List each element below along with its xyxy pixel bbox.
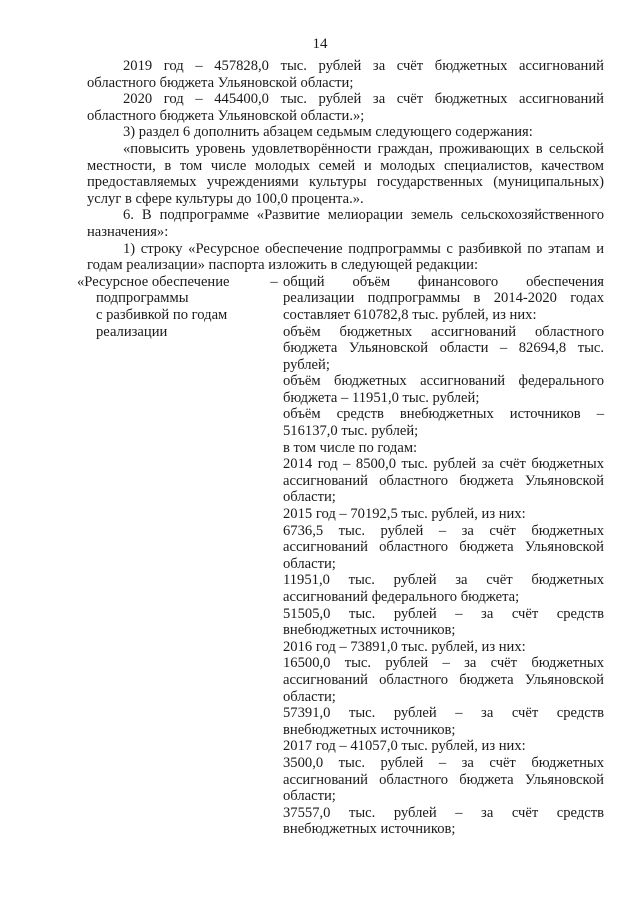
right-item: 2016 год – 73891,0 тыс. рублей, из них: bbox=[283, 638, 526, 655]
right-item: объём бюджетных ассигнований областного бюджета Ульяновской области – 82694,8 тыс. рублей; bbox=[283, 323, 604, 373]
right-item: общий объём финансового обеспечения реализации подпрограммы в 2014-2020 годах составляет 610782,8 тыс. рублей, из них: bbox=[283, 273, 604, 323]
right-item: 57391,0 тыс. рублей – за счёт средств внебюджетных источников; bbox=[283, 705, 604, 738]
right-item: 16500,0 тыс. рублей – за счёт бюджетных ассигнований областного бюджета Ульяновской области; bbox=[283, 655, 604, 705]
paragraph-section-6: 6. В подпрограмме «Развитие мелиорации земель сельскохозяйственного назначения»: bbox=[87, 207, 604, 240]
paragraph-2019: 2019 год – 457828,0 тыс. рублей за счёт бюджетных ассигнований областного бюджета Ульяновской области; bbox=[87, 58, 604, 91]
table-dash: – bbox=[270, 273, 278, 290]
resource-table bbox=[77, 273, 604, 838]
right-item: 6736,5 тыс. рублей – за счёт бюджетных ассигнований областного бюджета Ульяновской области; bbox=[283, 522, 604, 572]
paragraph-item-3: 3) раздел 6 дополнить абзацем седьмым следующего содержания: bbox=[123, 124, 533, 141]
right-item: 37557,0 тыс. рублей – за счёт средств внебюджетных источников; bbox=[283, 804, 604, 838]
right-item: 2015 год – 70192,5 тыс. рублей, из них: bbox=[283, 506, 526, 523]
left-line: подпрограммы bbox=[96, 290, 189, 307]
right-item: 11951,0 тыс. рублей за счёт бюджетных ассигнований федерального бюджета; bbox=[283, 572, 604, 605]
right-item: 2017 год – 41057,0 тыс. рублей, из них: bbox=[283, 738, 526, 755]
left-line: с разбивкой по годам bbox=[96, 306, 228, 323]
right-item: объём бюджетных ассигнований федерального бюджета – 11951,0 тыс. рублей; bbox=[283, 373, 604, 406]
left-line: «Ресурсное обеспечение bbox=[77, 273, 230, 290]
document-body bbox=[77, 58, 604, 838]
paragraph-quote: «повысить уровень удовлетворённости граждан, проживающих в сельской местности, в том числе молодых семей и молодых специалистов, качеством предоставляемых учреждениями культуры государственных (муниципальных) услуг в сфере культуры до 100,0 процента.». bbox=[87, 140, 604, 207]
right-item: 2014 год – 8500,0 тыс. рублей за счёт бюджетных ассигнований областного бюджета Ульяновской области; bbox=[283, 456, 604, 506]
right-item: 3500,0 тыс. рублей – за счёт бюджетных ассигнований областного бюджета Ульяновской области; bbox=[283, 754, 604, 805]
page-number: 14 bbox=[312, 36, 328, 52]
right-item: 51505,0 тыс. рублей – за счёт средств внебюджетных источников; bbox=[283, 605, 604, 639]
left-line: реализации bbox=[96, 323, 168, 340]
table-left-column bbox=[77, 273, 265, 838]
right-item: в том числе по годам: bbox=[283, 439, 418, 456]
table-right-column bbox=[283, 274, 604, 838]
paragraph-2020: 2020 год – 445400,0 тыс. рублей за счёт бюджетных ассигнований областного бюджета Ульяновской области.»; bbox=[87, 91, 604, 124]
right-item: объём средств внебюджетных источников – 516137,0 тыс. рублей; bbox=[283, 406, 604, 440]
paragraph-item-1: 1) строку «Ресурсное обеспечение подпрограммы с разбивкой по этапам и годам реализации» паспорта изложить в следующей редакции: bbox=[87, 240, 604, 274]
